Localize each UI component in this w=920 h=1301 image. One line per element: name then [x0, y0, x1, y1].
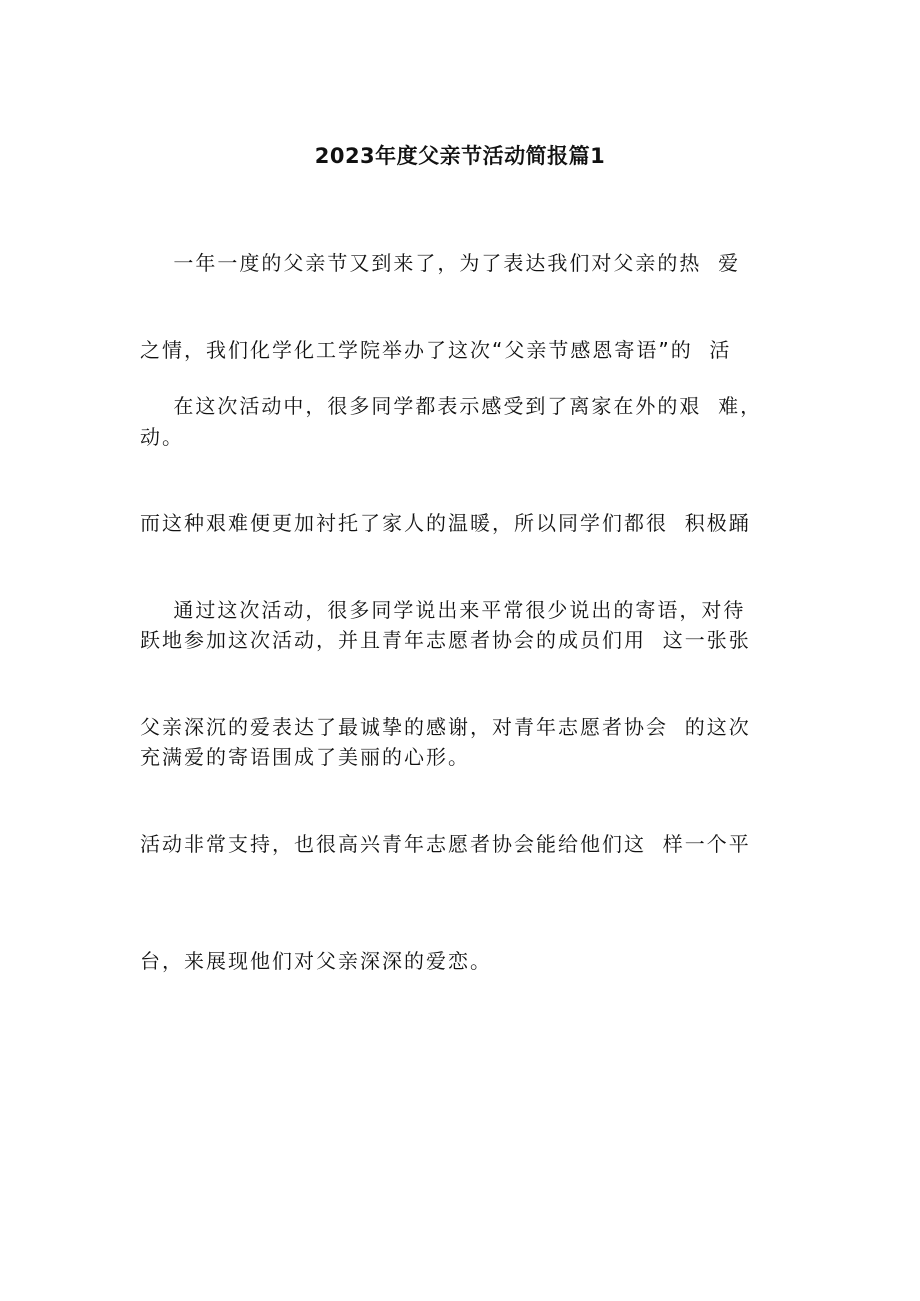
paragraph-line: 父亲深沉的爱表达了最诚挚的感谢，对青年志愿者协会 的这次 [140, 715, 751, 739]
paragraph-line: 跃地参加这次活动，并且青年志愿者协会的成员们用 这一张张 [140, 628, 751, 652]
paragraph-line: 台，来展现他们对父亲深深的爱恋。 [140, 949, 492, 973]
paragraph-line: 充满爱的寄语围成了美丽的心形。 [140, 745, 470, 769]
paragraph-3 [140, 513, 788, 1059]
paragraph-line: 活动非常支持，也很高兴青年志愿者协会能给他们这 样一个平 [140, 832, 751, 856]
paragraph-line: 通过这次活动，很多同学说出来平常很少说出的寄语，对待 [140, 598, 746, 622]
paragraph-line: 之情，我们化学化工学院举办了这次“父亲节感恩寄语”的 活 [140, 338, 732, 362]
paragraph-line: 在这次活动中，很多同学都表示感受到了离家在外的艰 难， [140, 394, 763, 418]
paragraph-line: 而这种艰难便更加衬托了家人的温暖，所以同学们都很 积极踊 [140, 511, 751, 535]
paragraph-line: 动。 [140, 425, 184, 449]
paragraph-line: 一年一度的父亲节又到来了，为了表达我们对父亲的热 爱 [140, 251, 741, 275]
document-title: 2023年度父亲节活动简报篇1 [314, 144, 606, 168]
